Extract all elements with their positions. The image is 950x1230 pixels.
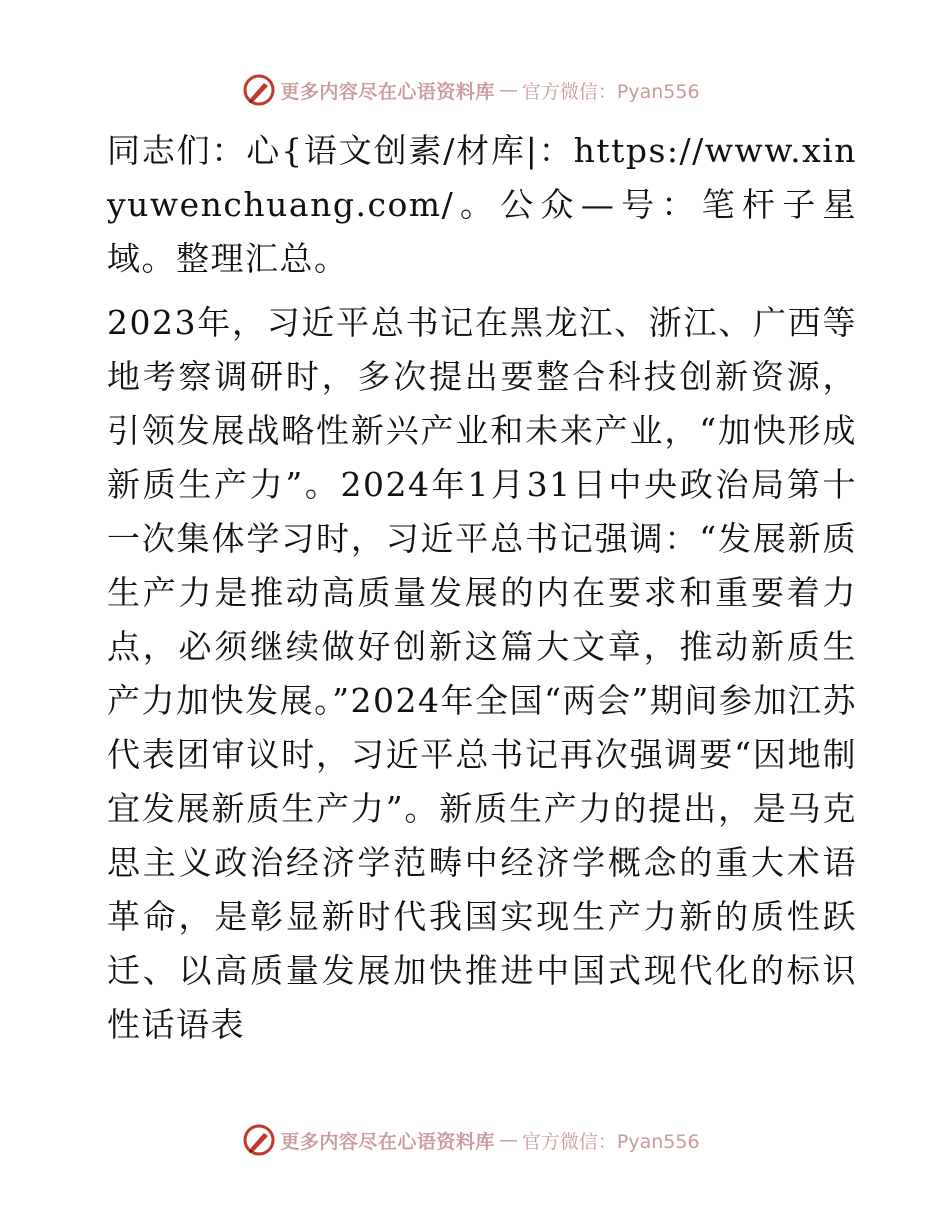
paragraph-main: 2023年，习近平总书记在黑龙江、浙江、广西等地考察调研时，多次提出要整合科技创新资源，引领发展战略性新兴产业和未来产业，“加快形成新质生产力”。2024年1月31日中央政治局第十一次集体学习时，习近平总书记强调：“发展新质生产力是推动高质量发展的内在要求和重要着力点，必须继续做好创新这篇大文章，推动新质生产力加快发展。”2024年全国“两会”期间参加江苏代表团审议时，习近平总书记再次强调要“因地制宜发展新质生产力”。新质生产力的提出，是马克思主义政治经济学范畴中经济学概念的重大术语革命，是彰显新时代我国实现生产力新的质性跃迁、以高质量发展加快推进中国式现代化的标识性话语表 <box>107 303 857 1044</box>
watermark-contact: 官方微信：Pyan556 <box>521 1130 700 1153</box>
watermark-contact: 官方微信：Pyan556 <box>521 80 700 103</box>
watermark-separator: — <box>498 1129 518 1151</box>
watermark-text: 更多内容尽在心语资料库 <box>280 80 495 103</box>
footer-watermark <box>0 1120 950 1160</box>
header-watermark <box>0 70 950 110</box>
header-watermark-inner <box>242 73 699 107</box>
paragraph-intro: 同志们：心{语文创素/材库|：https://www.xinyuwenchuang.com/。公众—号：笔杆子星域。整理汇总。 <box>107 131 857 278</box>
watermark-text: 更多内容尽在心语资料库 <box>280 1130 495 1153</box>
pen-circle-logo-icon <box>242 1123 276 1157</box>
document-body <box>97 124 857 1052</box>
watermark-separator: — <box>498 79 518 101</box>
pen-circle-logo-icon <box>242 73 276 107</box>
footer-watermark-inner <box>242 1123 699 1157</box>
